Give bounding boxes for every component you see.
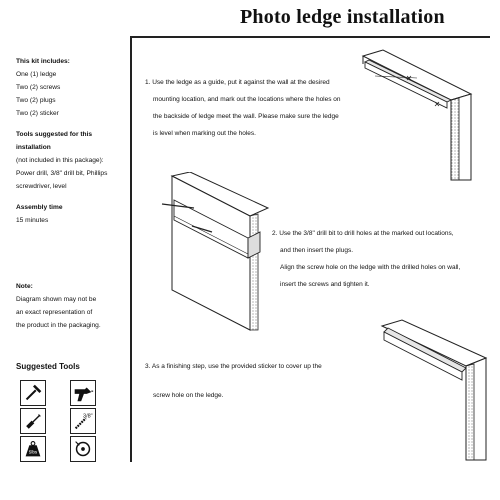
hammer-icon bbox=[20, 380, 46, 406]
step-line: and then insert the plugs. bbox=[280, 247, 353, 254]
step-3-diagram bbox=[378, 312, 496, 462]
step-line: insert the screws and tighten it. bbox=[280, 281, 370, 288]
step-line: screw hole on the ledge. bbox=[153, 392, 224, 399]
kit-item: One (1) ledge bbox=[16, 71, 57, 78]
assembly-heading: Assembly time bbox=[16, 204, 63, 211]
assembly-time: 15 minutes bbox=[16, 217, 49, 224]
step-line: 1. Use the ledge as a guide, put it against the wall at the desired bbox=[145, 79, 330, 86]
spacer bbox=[16, 120, 128, 128]
tools-list: screwdriver, level bbox=[16, 183, 67, 190]
step-1-diagram bbox=[355, 42, 495, 182]
power-drill-icon bbox=[70, 380, 96, 406]
step-line: mounting location, and mark out the locations where the holes on bbox=[153, 96, 341, 103]
spacer bbox=[16, 227, 128, 280]
step-1-text bbox=[145, 74, 375, 142]
step-line: the backside of ledge meet the wall. Please make sure the ledge bbox=[153, 113, 339, 120]
weight-icon bbox=[20, 436, 46, 462]
tools-heading: Tools suggested for this installation bbox=[16, 131, 93, 151]
step-2-diagram bbox=[150, 172, 270, 332]
step-line: Align the screw hole on the ledge with the drilled holes on wall, bbox=[280, 264, 461, 271]
step-3-text bbox=[145, 358, 375, 404]
step-line: 2. Use the 3/8" drill bit to drill holes at the marked out locations, bbox=[272, 230, 454, 237]
page-title: Photo ledge installation bbox=[240, 6, 445, 28]
tape-measure-icon bbox=[70, 436, 96, 462]
kit-item: Two (2) sticker bbox=[16, 110, 59, 117]
suggested-tools-title: Suggested Tools bbox=[16, 362, 80, 371]
sidebar-divider bbox=[130, 36, 132, 462]
sidebar bbox=[16, 55, 128, 332]
drill-bit-size-label: 3/8" bbox=[83, 413, 93, 420]
screwdriver-icon bbox=[20, 408, 46, 434]
spacer bbox=[16, 193, 128, 201]
kit-heading: This kit includes: bbox=[16, 58, 70, 65]
step-line: is level when marking out the holes. bbox=[153, 130, 256, 137]
kit-item: Two (2) screws bbox=[16, 84, 61, 91]
step-2-text bbox=[272, 225, 494, 293]
note-line: an exact representation of bbox=[16, 309, 93, 316]
drill-bit-icon bbox=[70, 408, 96, 434]
note-line: the product in the packaging. bbox=[16, 322, 101, 329]
note-heading: Note: bbox=[16, 283, 33, 290]
note-line: Diagram shown may not be bbox=[16, 296, 97, 303]
weight-label: 5lbs bbox=[28, 449, 38, 455]
tools-list: Power drill, 3/8" drill bit, Phillips bbox=[16, 170, 108, 177]
title-underline bbox=[130, 36, 490, 38]
step-line: 3. As a finishing step, use the provided sticker to cover up the bbox=[145, 363, 322, 370]
kit-item: Two (2) plugs bbox=[16, 97, 56, 104]
tools-heading-note: (not included in this package): bbox=[16, 157, 104, 164]
